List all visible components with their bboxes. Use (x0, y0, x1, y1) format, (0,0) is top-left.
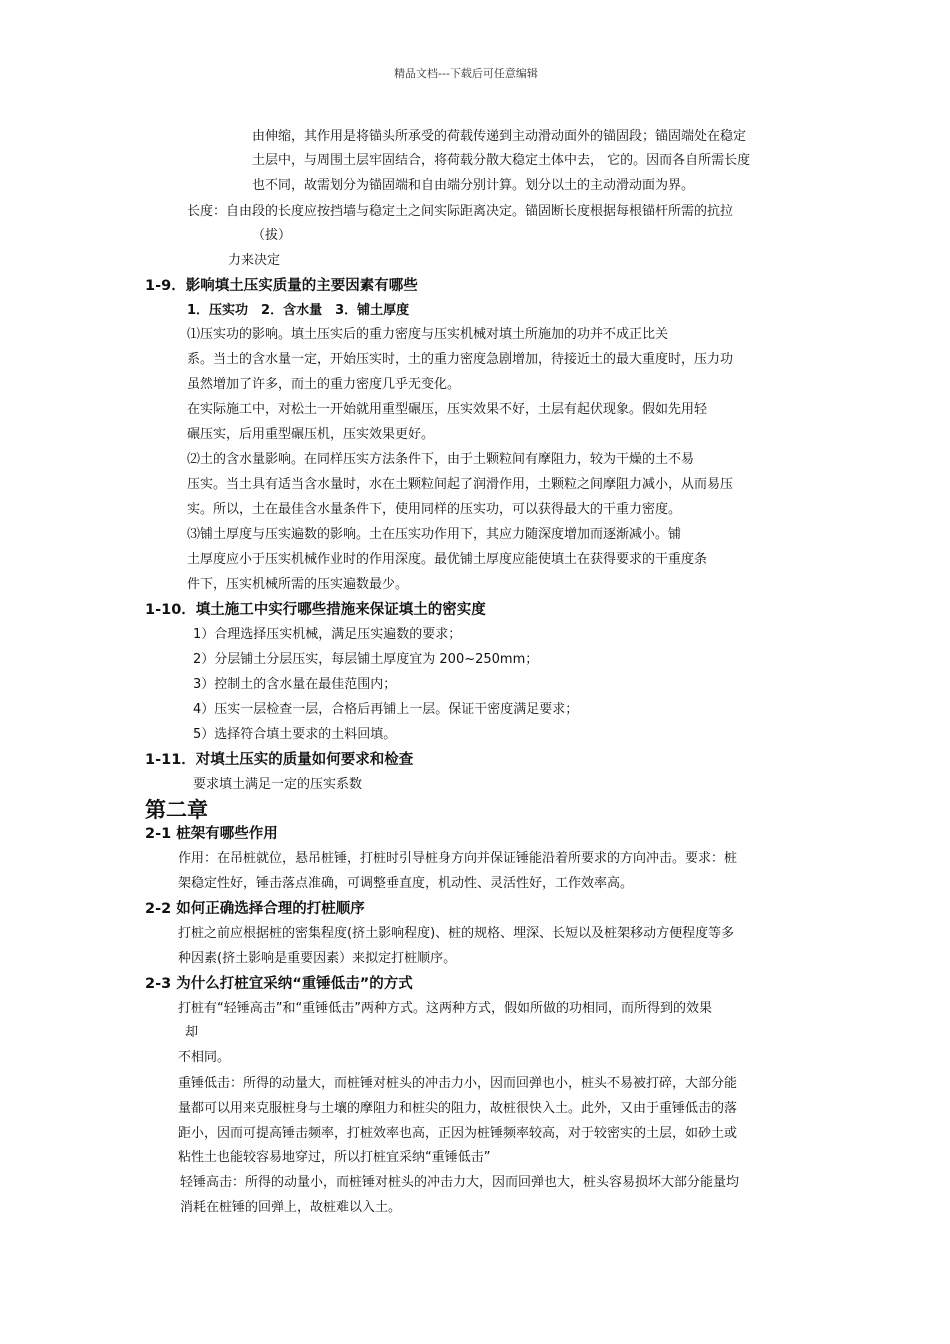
text-line: 种因素(挤土影响是重要因素）来拟定打桩顺序。 (178, 951, 457, 966)
text-line: 力来决定 (228, 253, 281, 268)
text-line: 件下，压实机械所需的压实遍数最少。 (187, 577, 409, 592)
text-line: 打桩有“轻锤高击”和“重锤低击”两种方式。这两种方式，假如所做的功相同，而所得到的效果 (178, 1001, 712, 1016)
factor-list: 1．压实功 2．含水量 3．铺土厚度 (187, 303, 410, 318)
text-line: 消耗在桩锤的回弹上，故桩难以入土。 (180, 1200, 402, 1215)
text-line: 架稳定性好，锤击落点准确，可调整垂直度，机动性、灵活性好，工作效率高。 (178, 876, 634, 891)
text-line: 实。所以，土在最佳含水量条件下，使用同样的压实功，可以获得最大的干重力密度。 (187, 502, 682, 517)
text-line: ⑶铺土厚度与压实遍数的影响。土在压实功作用下，其应力随深度增加而逐渐减小。铺 (187, 527, 682, 542)
text-line: 土层中，与周围土层牢固结合，将荷载分散大稳定土体中去， 它的。因而各自所需长度 (252, 153, 751, 168)
list-item: 3）控制土的含水量在最佳范围内； (193, 677, 397, 692)
text-line: 也不同，故需划分为锚固端和自由端分别计算。划分以土的主动滑动面为界。 (252, 178, 695, 193)
text-line: 碾压实，后用重型碾压机，压实效果更好。 (187, 427, 435, 442)
text-line: 压实。当土具有适当含水量时，水在土颗粒间起了润滑作用，土颗粒之间摩阻力减小，从而易压 (187, 477, 734, 492)
text-line: 系。当土的含水量一定，开始压实时，土的重力密度急剧增加，待接近土的最大重度时，压力功 (187, 352, 734, 367)
page-header: 精品文档---下载后可任意编辑 (394, 67, 538, 80)
text-line: 粘性土也能较容易地穿过，所以打桩宜采纳“重锤低击” (178, 1150, 491, 1165)
text-line: 距小，因而可提高锤击频率，打桩效率也高，正因为桩锤频率较高，对于较密实的土层，如砂土或 (178, 1126, 738, 1141)
text-line: 打桩之前应根据桩的密集程度(挤土影响程度)、桩的规格、埋深、长短以及桩架移动方便程度等多 (178, 926, 735, 941)
text-line: ⑵土的含水量影响。在同样压实方法条件下，由于土颗粒间有摩阻力，较为干燥的土不易 (187, 452, 695, 467)
list-item: 5）选择符合填土要求的土料回填。 (193, 727, 397, 742)
section-heading: 1-9．影响填土压实质量的主要因素有哪些 (145, 278, 418, 294)
section-heading: 1-11．对填土压实的质量如何要求和检查 (145, 752, 414, 768)
chapter-title: 第二章 (145, 798, 208, 822)
list-item: 2）分层铺土分层压实，每层铺土厚度宜为 200~250mm； (193, 652, 539, 667)
list-item: 4）压实一层检查一层，合格后再铺上一层。保证干密度满足要求； (193, 702, 579, 717)
text-line: 由伸缩，其作用是将锚头所承受的荷载传递到主动滑动面外的锚固段；锚固端处在稳定 (252, 129, 747, 144)
text-line: 在实际施工中，对松土一开始就用重型碾压，压实效果不好，土层有起伏现象。假如先用轻 (187, 402, 708, 417)
text-line: 轻锤高击：所得的动量小，而桩锤对桩头的冲击力大，因而回弹也大，桩头容易损坏大部分能量均 (180, 1175, 740, 1190)
text-line: 要求填土满足一定的压实系数 (193, 777, 363, 792)
text-line: 作用：在吊桩就位，悬吊桩锤，打桩时引导桩身方向并保证锤能沿着所要求的方向冲击。要求：桩 (178, 851, 738, 866)
text-line: （拔） (252, 228, 292, 243)
text-line: 长度：自由段的长度应按挡墙与稳定土之间实际距离决定。锚固断长度根据每根锚杆所需的抗拉 (187, 204, 734, 219)
text-line: 重锤低击：所得的动量大，而桩锤对桩头的冲击力小，因而回弹也小，桩头不易被打碎，大部分能 (178, 1076, 738, 1091)
section-heading: 2-2 如何正确选择合理的打桩顺序 (145, 901, 365, 917)
text-line: 虽然增加了许多，而土的重力密度几乎无变化。 (187, 377, 461, 392)
text-line: 土厚度应小于压实机械作业时的作用深度。最优铺土厚度应能使填土在获得要求的干重度条 (187, 552, 708, 567)
text-line: 量都可以用来克服桩身与土壤的摩阻力和桩尖的阻力，故桩很快入土。此外，又由于重锤低击的落 (178, 1101, 738, 1116)
text-line: ⑴压实功的影响。填土压实后的重力密度与压实机械对填土所施加的功并不成正比关 (187, 327, 669, 342)
section-heading: 2-3 为什么打桩宜采纳“重锤低击”的方式 (145, 976, 413, 992)
text-line: 不相同。 (178, 1050, 231, 1065)
list-item: 1）合理选择压实机械，满足压实遍数的要求； (193, 627, 462, 642)
text-line: 却 (185, 1025, 199, 1040)
section-heading: 2-1 桩架有哪些作用 (145, 826, 278, 842)
section-heading: 1-10．填土施工中实行哪些措施来保证填土的密实度 (145, 602, 486, 618)
